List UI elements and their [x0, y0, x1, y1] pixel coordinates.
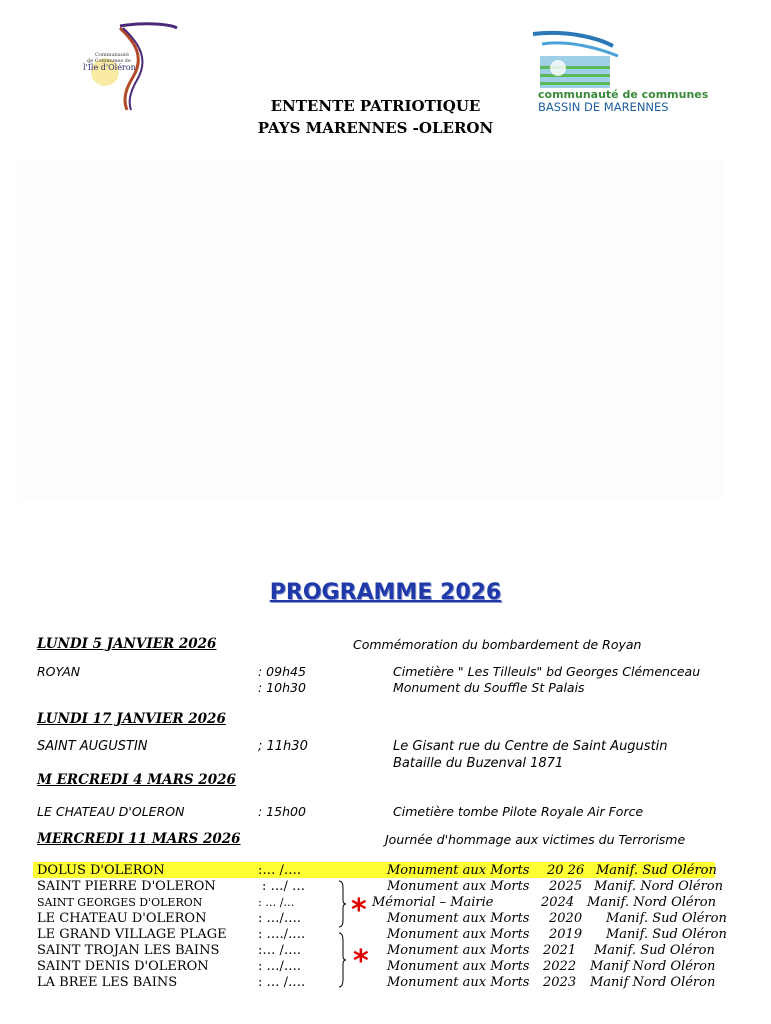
section3-time: : 15h00 [258, 804, 306, 819]
section2-place: SAINT AUGUSTIN [37, 739, 148, 754]
table-row-year: 2025 [549, 879, 583, 894]
table-row-year: 2022 [543, 959, 577, 974]
table-row-place: SAINT DENIS D'OLERON [37, 959, 209, 974]
section1-location2: Monument du Souffle St Palais [393, 680, 585, 695]
table-row-time: : …./…. [258, 927, 306, 942]
table-row-place: LA BREE LES BAINS [37, 975, 178, 990]
table-row-location: Monument aux Morts [387, 927, 530, 942]
section1-time1: : 09h45 [258, 664, 306, 679]
table-row-time: : … /…. [258, 975, 306, 990]
table-row-manif: Manif. Sud Oléron [606, 911, 727, 926]
table-row-time: :… /…. [258, 863, 302, 878]
section1-event: Commémoration du bombardement de Royan [353, 637, 642, 652]
table-row-manif: Manif. Nord Oléron [587, 895, 716, 910]
section1-place: ROYAN [37, 664, 81, 679]
logo-left-line3: l'Île d'Oléron [83, 63, 136, 72]
table-row-manif: Manif. Nord Oléron [594, 879, 723, 894]
blank-image-area [18, 160, 723, 500]
table-row-year: 2024 [541, 895, 575, 910]
table-row-place: DOLUS D'OLERON [37, 863, 165, 878]
table-row-year: 20 26 [547, 863, 585, 878]
table-row-location: Mémorial – Mairie [372, 895, 494, 910]
asterisk-icon: * [351, 893, 367, 928]
table-row-location: Monument aux Morts [387, 943, 530, 958]
section2-location2: Bataille du Buzenval 1871 [393, 756, 564, 771]
header-line2: PAYS MARENNES -OLERON [257, 119, 494, 137]
asterisk-icon: * [353, 944, 369, 979]
table-row-year: 2020 [549, 911, 583, 926]
table-row-time: :… /…. [258, 943, 302, 958]
table-row-time: : … /… [258, 896, 295, 909]
table-row-year: 2023 [543, 975, 577, 990]
table-row-time: : …/…. [258, 911, 302, 926]
section3-place: LE CHATEAU D'OLERON [37, 804, 185, 819]
logo-right-line1: communauté de communes [538, 88, 709, 101]
table-row-manif: Manif. Sud Oléron [594, 943, 715, 958]
section1-date: LUNDI 5 JANVIER 2026 [37, 636, 217, 652]
bracket-icon [337, 880, 347, 928]
table-row-location: Monument aux Morts [387, 959, 530, 974]
table-row-time: : …/ … [262, 879, 306, 894]
table-row-location: Monument aux Morts [387, 975, 530, 990]
table-row-place: LE CHATEAU D'OLERON [37, 911, 207, 926]
table-row-manif: Manif. Sud Oléron [596, 863, 717, 878]
section4-event: Journée d'hommage aux victimes du Terrorisme [385, 832, 686, 847]
bracket-icon [337, 932, 347, 988]
header-line1: ENTENTE PATRIOTIQUE [270, 97, 481, 115]
section2-location1: Le Gisant rue du Centre de Saint Augustin [393, 739, 668, 754]
table-row-manif: Manif. Sud Oléron [606, 927, 727, 942]
logo-left-line1: Communauté [95, 52, 129, 58]
table-row-location: Monument aux Morts [387, 879, 530, 894]
table-row-year: 2019 [549, 927, 583, 942]
table-row-year: 2021 [543, 943, 577, 958]
table-row-time: : …/…. [258, 959, 302, 974]
section4-date: MERCREDI 11 MARS 2026 [37, 831, 241, 847]
section2-date: LUNDI 17 JANVIER 2026 [37, 711, 226, 727]
table-row-place: SAINT GEORGES D'OLERON [37, 896, 203, 909]
section1-location1: Cimetière " Les Tilleuls" bd Georges Clémenceau [393, 664, 701, 679]
table-row-location: Monument aux Morts [387, 863, 530, 878]
section2-time: ; 11h30 [258, 739, 308, 754]
table-row-manif: Manif Nord Oléron [590, 959, 716, 974]
section3-date: M ERCREDI 4 MARS 2026 [37, 772, 236, 788]
table-row-manif: Manif Nord Oléron [590, 975, 716, 990]
logo-left-line2: de Communes de [87, 58, 131, 64]
programme-title: PROGRAMME 2026 [269, 580, 502, 605]
logo-right-line2: BASSIN DE MARENNES [538, 100, 669, 114]
table-row-place: SAINT TROJAN LES BAINS [37, 943, 220, 958]
section3-location: Cimetière tombe Pilote Royale Air Force [393, 804, 644, 819]
section1-time2: : 10h30 [258, 680, 306, 695]
table-row-location: Monument aux Morts [387, 911, 530, 926]
table-row-place: SAINT PIERRE D'OLERON [37, 879, 216, 894]
table-row-place: LE GRAND VILLAGE PLAGE [37, 927, 227, 942]
